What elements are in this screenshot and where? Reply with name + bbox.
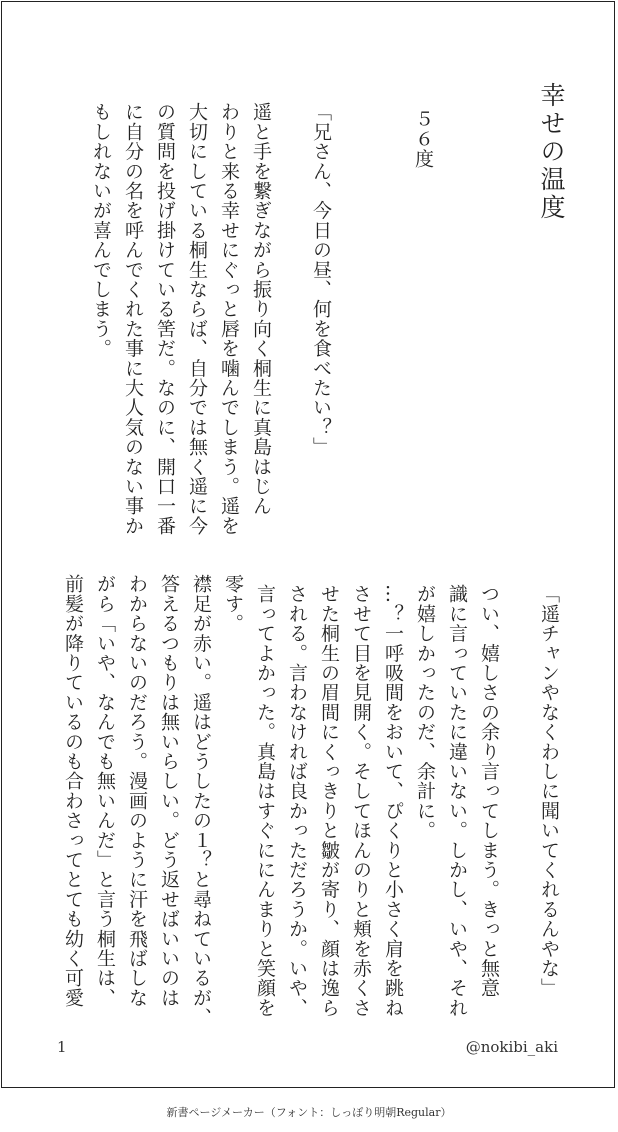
lower-column-9: 言ってよかった。真島はすぐににんまりと笑顔を <box>254 584 276 1018</box>
lower-column-8: される。言わなければ良かっただろうか。いや、 <box>286 584 308 1018</box>
lower-column-14: がら「いや、なんでも無いんだ」と言う桐生は、 <box>94 574 116 1008</box>
lower-column-4: が嬉しかったのだ、余計に。 <box>414 584 436 841</box>
lower-column-15: 前髪が降りているのも合わさってとても幼く可愛 <box>62 574 84 1008</box>
story-subtitle: ５６度 <box>412 109 434 169</box>
upper-column-4: 大切にしている桐生ならば、自分では無く遥に今 <box>186 102 208 536</box>
maker-credit: 新書ページメーカー（フォント：しっぽり明朝Regular） <box>166 1106 452 1119</box>
lower-column-13: わからないのだろう。漫画のように汗を飛ばしな <box>126 574 148 1008</box>
lower-column-6: させて目を見開く。そしてほんのりと頬を赤くさ <box>350 584 372 1018</box>
upper-column-3: わりと来る幸せにぐっと唇を噛んでしまう。遥を <box>218 102 240 536</box>
lower-column-12: 答えるつもりは無いらしい。どう返せばいいのは <box>158 574 180 1008</box>
lower-column-7: せた桐生の眉間にくっきりと皺が寄り、顔は逸ら <box>318 584 340 1018</box>
author-handle: @nokibi_aki <box>465 1038 558 1056</box>
upper-column-7: もしれないが喜んでしまう。 <box>90 102 112 359</box>
upper-column-6: に自分の名を呼んでくれた事に大人気のない事か <box>122 102 144 536</box>
lower-column-2: つい、嬉しさの余り言ってしまう。きっと無意 <box>478 584 500 998</box>
lower-column-5: …？一呼吸間をおいて、ぴくりと小さく肩を跳ね <box>382 584 404 1018</box>
upper-column-5: の質問を投げ掛けている筈だ。なのに、開口一番 <box>154 102 176 536</box>
lower-column-10: 零す。 <box>222 574 244 634</box>
lower-column-3: 識に言っていたに違いない。しかし、いや、それ <box>446 584 468 1018</box>
upper-column-1: 「兄さん、今日の昼、何を食べたい？」 <box>310 102 332 457</box>
story-title: 幸せの温度 <box>537 82 566 222</box>
page-number: 1 <box>57 1038 67 1056</box>
lower-column-11: 襟足が赤い。遥はどうしたの１？と尋ねているが、 <box>190 574 212 1028</box>
upper-column-2: 遥と手を繋ぎながら振り向く桐生に真島はじん <box>250 102 272 516</box>
page-frame <box>1 1 615 1088</box>
lower-column-1: 「遥チャンやなくわしに聞いてくれるんやな」 <box>538 584 560 998</box>
